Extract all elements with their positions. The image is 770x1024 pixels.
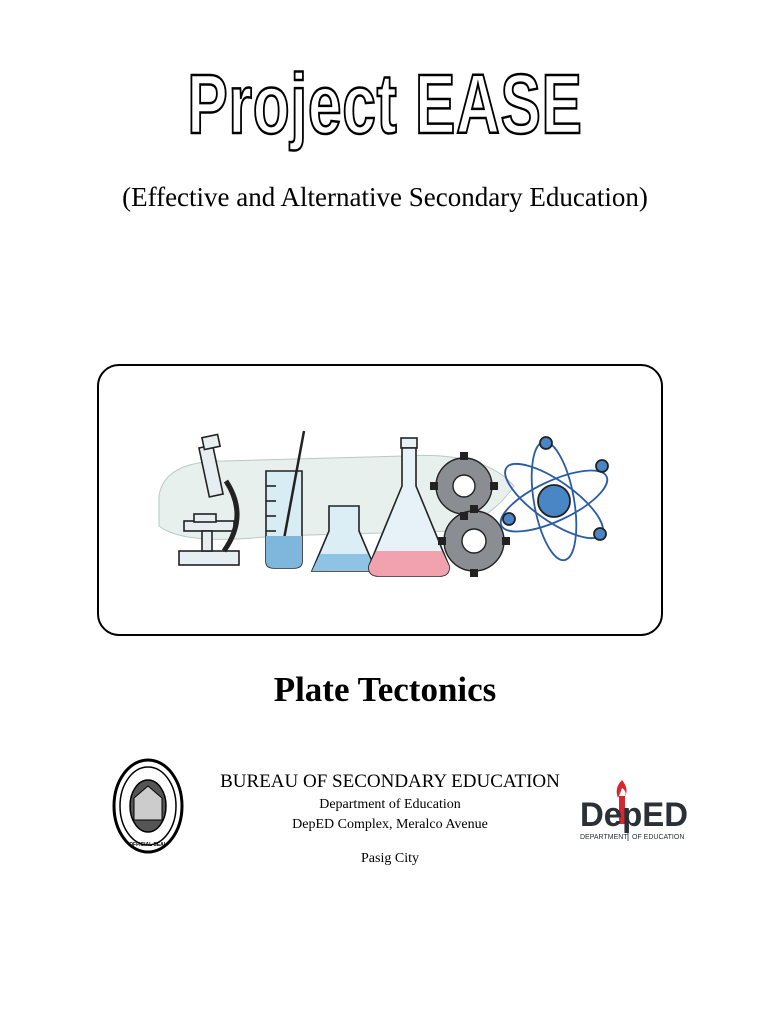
graduated-cylinder-icon xyxy=(266,431,304,568)
deped-tagline-right: OF EDUCATION xyxy=(632,834,685,841)
deped-logo xyxy=(578,776,690,849)
atom-icon xyxy=(493,437,614,564)
science-clipart-frame xyxy=(97,364,663,636)
bureau-seal xyxy=(112,758,184,859)
deped-wordmark: DepED xyxy=(580,796,688,834)
project-subtitle: (Effective and Alternative Secondary Education) xyxy=(122,182,648,212)
bureau-name: BUREAU OF SECONDARY EDUCATION xyxy=(220,771,560,792)
project-title: Project EASE xyxy=(187,57,583,151)
module-title: Plate Tectonics xyxy=(273,670,497,709)
seal-text: OFFICIAL SEAL xyxy=(129,842,167,848)
city: Pasig City xyxy=(361,851,419,866)
science-clipart-image xyxy=(154,426,614,586)
deped-tagline-left: DEPARTMENT xyxy=(580,834,628,841)
department-name: Department of Education xyxy=(319,797,461,812)
address: DepED Complex, Meralco Avenue xyxy=(292,817,488,832)
